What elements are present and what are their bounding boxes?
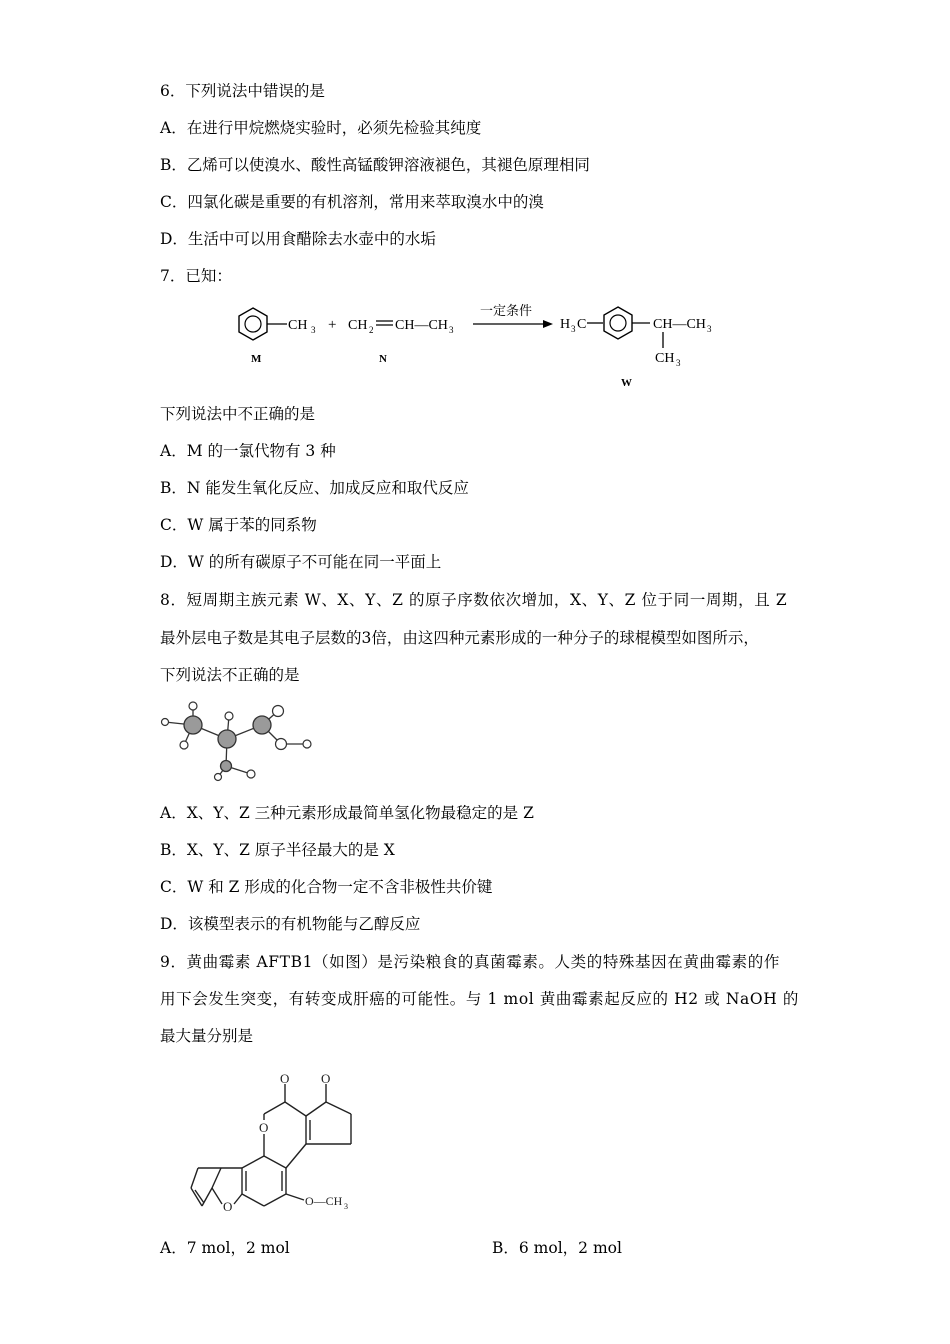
q6-stem: 6．下列说法中错误的是	[160, 82, 325, 100]
q9-option-b: B．6 mol，2 mol	[492, 1239, 622, 1257]
svg-text:3: 3	[707, 324, 712, 334]
q8-option-b: B．X、Y、Z 原子半径最大的是 X	[160, 841, 395, 859]
svg-text:3: 3	[344, 1202, 348, 1211]
q7-question: 下列说法中不正确的是	[160, 405, 316, 423]
o-label-3: O	[259, 1120, 269, 1135]
propene-structure	[348, 318, 454, 365]
q9-stem-line-2: 用下会发生突变，有转变成肝癌的可能性。与 1 mol 黄曲霉素起反应的 H2 或 NaOH 的	[160, 990, 799, 1008]
plus-sign: +	[328, 317, 337, 333]
q8-stem-line-2: 最外层电子数是其电子层数的3倍，由这四种元素形成的一种分子的球棍模型如图所示，	[160, 629, 759, 647]
nitrogen-atom	[221, 761, 232, 772]
svg-text:CH: CH	[655, 351, 675, 366]
carbon-atom-1	[184, 716, 202, 734]
o-label-2: O	[321, 1071, 331, 1086]
carbon-atom-3	[253, 716, 271, 734]
q8-option-a: A．X、Y、Z 三种元素形成最简单氢化物最稳定的是 Z	[160, 804, 534, 822]
q6-option-a: A．在进行甲烷燃烧实验时，必须先检验其纯度	[160, 119, 482, 137]
label-n: N	[379, 353, 387, 365]
svg-text:CH: CH	[348, 318, 368, 333]
svg-text:3: 3	[571, 324, 576, 334]
svg-text:CH—CH: CH—CH	[395, 318, 448, 333]
o-label-1: O	[280, 1071, 290, 1086]
product-structure	[560, 307, 712, 389]
q9-stem-line-1: 9．黄曲霉素 AFTB1（如图）是污染粮食的真菌霉素。人类的特殊基因在黄曲霉素的作	[160, 953, 780, 971]
q8-option-d: D．该模型表示的有机物能与乙醇反应	[160, 915, 421, 933]
label-m: M	[251, 353, 262, 365]
svg-text:3: 3	[449, 325, 454, 335]
q8-stem-line-1: 8．短周期主族元素 W、X、Y、Z 的原子序数依次增加，X、Y、Z 位于同一周期，且 Z	[160, 591, 788, 609]
o-label-4: O	[223, 1199, 233, 1214]
svg-text:3: 3	[311, 325, 316, 335]
svg-text:C: C	[577, 317, 587, 332]
q8-stem-line-3: 下列说法不正确的是	[160, 666, 300, 684]
q9-option-a: A．7 mol，2 mol	[160, 1239, 290, 1257]
svg-text:CH—CH: CH—CH	[653, 317, 706, 332]
reaction-condition: 一定条件	[480, 303, 533, 318]
label-w: W	[621, 377, 632, 389]
svg-text:3: 3	[676, 358, 681, 368]
q7-option-c: C．W 属于苯的同系物	[160, 516, 317, 534]
aflatoxin-structure	[186, 1064, 361, 1222]
q6-option-c: C．四氯化碳是重要的有机溶剂，常用来萃取溴水中的溴	[160, 193, 544, 211]
q7-option-d: D．W 的所有碳原子不可能在同一平面上	[160, 553, 442, 571]
svg-text:H: H	[560, 317, 571, 332]
methoxy-label: O—CH	[305, 1194, 343, 1208]
q6-option-b: B．乙烯可以使溴水、酸性高锰酸钾溶液褪色，其褪色原理相同	[160, 156, 590, 174]
carbon-atom-2	[218, 730, 236, 748]
q6-option-d: D．生活中可以用食醋除去水壶中的水垢	[160, 230, 436, 248]
svg-text:2: 2	[369, 325, 374, 335]
ball-and-stick-model	[150, 694, 320, 786]
reaction-equation	[225, 296, 735, 392]
q7-option-a: A．M 的一氯代物有 3 种	[160, 442, 336, 460]
q9-stem-line-3: 最大量分别是	[160, 1027, 254, 1045]
m-methyl: CH	[288, 318, 308, 333]
toluene-structure	[239, 308, 316, 365]
q8-option-c: C．W 和 Z 形成的化合物一定不含非极性共价键	[160, 878, 493, 896]
q7-option-b: B．N 能发生氧化反应、加成反应和取代反应	[160, 479, 469, 497]
q7-stem: 7．已知：	[160, 267, 232, 285]
reaction-arrow	[473, 303, 553, 328]
